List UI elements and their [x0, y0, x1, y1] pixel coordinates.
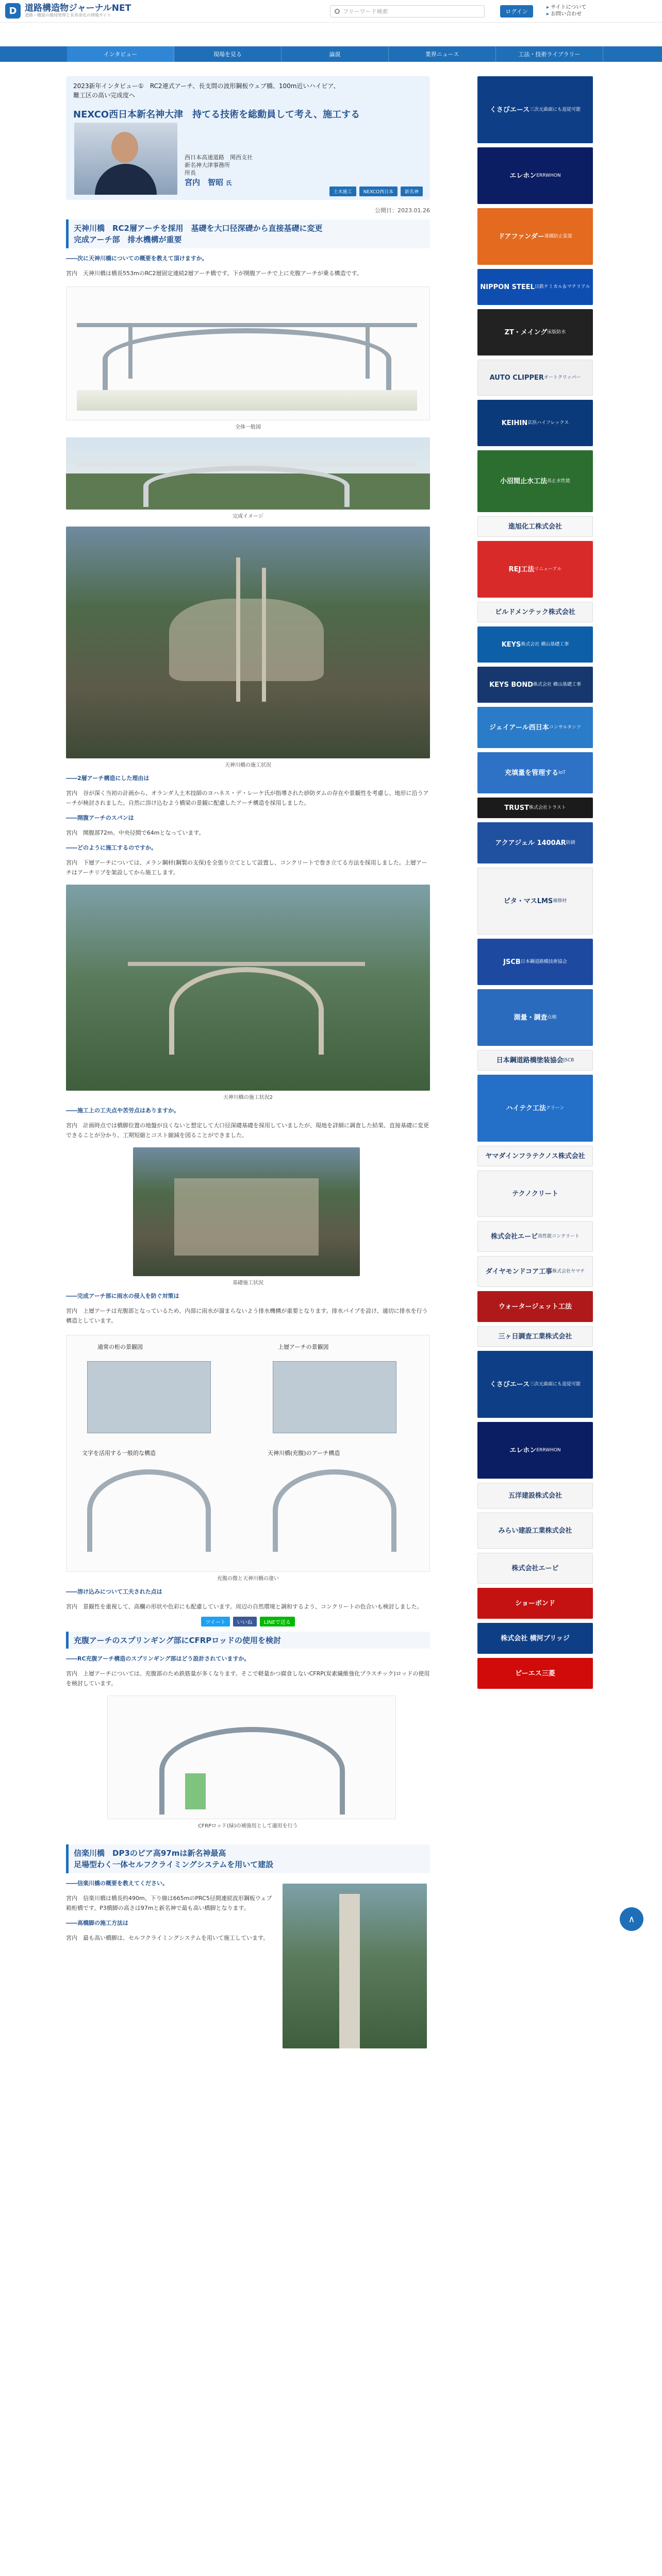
ad-subtitle: ERRWHON [536, 173, 561, 178]
profile-line-3: 所長 [185, 170, 196, 176]
figure-caption: 天神川橋の施工状況 [225, 762, 271, 768]
ad-title: NIPPON STEEL [480, 283, 535, 291]
ad-banner[interactable] [477, 1483, 593, 1509]
paragraph: 宮内 開腹部72m、中央径間で64mとなっています。 [66, 829, 205, 836]
ad-banner[interactable] [477, 360, 593, 396]
paragraph: ――溶け込みについて工夫された点は [66, 1588, 162, 1595]
diagram-label: 天神川橋(充腹)のアーチ構造 [268, 1450, 340, 1456]
figure-caption: 基礎施工状況 [233, 1280, 263, 1286]
paragraph: ――2層アーチ構造にした理由は [66, 775, 150, 782]
ad-banner[interactable] [477, 626, 593, 663]
ad-subtitle: コンサルタンツ [549, 724, 581, 730]
ad-banner[interactable] [477, 1075, 593, 1142]
ad-title: テクノクリート [512, 1190, 558, 1198]
search-placeholder: フリーワード検索 [343, 8, 388, 15]
ad-subtitle: オートクリッパー [543, 375, 581, 380]
site-tagline: 道路・橋梁の維持管理と長寿命化の情報サイト [25, 13, 111, 18]
nav-item-library[interactable]: 工法・技術ライブラリー [496, 46, 603, 62]
site-header [0, 0, 662, 23]
interviewee-profile [185, 154, 253, 187]
article [66, 76, 430, 2048]
ad-subtitle: 京浜ハイフレックス [527, 420, 569, 426]
ad-banner[interactable] [477, 822, 593, 863]
ad-subtitle: 高止水性能 [547, 478, 571, 484]
interviewee-name: 宮内 智昭 氏 [185, 178, 232, 187]
event-line-2: 難工区の高い完成度へ [73, 92, 136, 99]
shigarakigawa-block [66, 1878, 430, 2048]
ad-banner[interactable] [477, 1553, 593, 1584]
ad-title: ピタ・マスLMS [503, 897, 553, 905]
paragraph: ――開腹アーチのスパンは [66, 815, 134, 821]
general-drawing-figure [66, 286, 430, 420]
ad-subtitle: IoT [558, 770, 566, 775]
ad-title: ZT・メイング [504, 328, 548, 336]
ad-title: アクアジェル 1400AR [495, 839, 566, 847]
sidebar [477, 76, 593, 1693]
ad-banner[interactable] [477, 1513, 593, 1549]
event-line-1: 2023新年インタビュー① RC2連式アーチ、長支間の波形鋼板ウェブ橋、100m近いハイピア、 [73, 82, 340, 90]
ad-banner[interactable] [477, 1588, 593, 1619]
paragraph: 宮内 計画時点では橋脚位置の地盤が良くないと想定して大口径深礎基礎を採用していましたが、現地を詳細に調査した結果、直接基礎に変更できることが分かり、工期短縮とコスト縮減を図ることができました。 [66, 1122, 429, 1139]
diagram-label: 通常の桁の景観図 [97, 1344, 143, 1350]
ad-subtitle: 補修材 [553, 898, 567, 904]
paragraph: 宮内 最も高い橋脚は、セルフクライミングシステムを用いて施工しています。 [66, 1935, 269, 1941]
ad-title: 株式会社エービ [511, 1564, 559, 1572]
ad-banner[interactable] [477, 798, 593, 818]
paragraph: 宮内 上層アーチについては、充腹部のため鉄筋量が多くなります。そこで軽量かつ腐食しないCFRP(炭素繊維強化プラスチック)ロッドの使用を検討しています。 [66, 1670, 430, 1687]
section-title-shigarakigawa: 信楽川橋 DP3のピア高97mは新名神最高 足場型わく一体セルフクライミングシステムを用いて建設 [66, 1844, 430, 1873]
construction-photo-2 [66, 885, 430, 1091]
ad-subtitle: クリーン [545, 1105, 565, 1111]
back-to-top-button[interactable]: ∧ [620, 1907, 643, 1931]
ad-subtitle: 高性能コンクリート [538, 1233, 580, 1239]
search-input[interactable] [330, 5, 485, 18]
figure-caption: 全体一般図 [235, 425, 261, 430]
ad-subtitle: JSCB [563, 1057, 574, 1063]
ad-title: KEYS BOND [489, 681, 533, 689]
search-icon [335, 9, 340, 14]
article-headline: NEXCO西日本新名神大津 持てる技術を総動員して考え、施工する [73, 109, 360, 120]
ad-banner[interactable] [477, 450, 593, 512]
ad-title: 三ヶ日調査工業株式会社 [498, 1332, 572, 1341]
ad-banner[interactable] [477, 309, 593, 355]
ad-banner[interactable] [477, 1146, 593, 1166]
diagram-label: 文字を活用する一般的な構造 [82, 1450, 156, 1456]
paragraph: ――完成アーチ部に雨水の侵入を防ぐ対策は [66, 1293, 179, 1299]
line-button[interactable]: LINEで送る [260, 1617, 295, 1626]
ad-banner[interactable] [477, 667, 593, 703]
ad-subtitle: 点検 [547, 1014, 557, 1020]
ad-subtitle: 株式会社トラスト [528, 805, 566, 810]
ad-banner[interactable] [477, 1658, 593, 1689]
ad-subtitle: 落橋防止装置 [544, 233, 572, 239]
ad-banner[interactable] [477, 1422, 593, 1479]
ad-title: TRUST [504, 804, 529, 812]
construction-photo [66, 527, 430, 758]
ad-banner[interactable] [477, 989, 593, 1046]
share-buttons [66, 1617, 430, 1626]
nav-item-interview[interactable]: インタビュー [67, 46, 174, 62]
paragraph: ――次に天神川橋についての概要を教えて頂けますか。 [66, 255, 208, 262]
like-button[interactable]: いいね [233, 1617, 257, 1626]
nav-item-site[interactable]: 現場を見る [174, 46, 282, 62]
ad-title: くさびエース [489, 106, 530, 114]
ad-banner[interactable] [477, 1221, 593, 1252]
header-links [547, 4, 586, 18]
nav-item-editorial[interactable]: 論説 [282, 46, 389, 62]
paragraph: 宮内 下層アーチについては、メラン鋼材(鋼製の支保)を全張り立てとして設置し、コンクリートで巻き立てる方法を採用しました。上層アーチはアーチリブを架設してから施工します。 [66, 859, 427, 876]
tag[interactable]: 新名神 [401, 187, 423, 196]
paragraph: 宮内 天神川橋は橋長553mのRC2層固定連続2層アーチ橋です。下が開腹アーチで上に充腹アーチが乗る構造です。 [66, 270, 362, 277]
diagram-label: 上層アーチの景観図 [278, 1344, 329, 1350]
ad-title: みらい建設工業株式会社 [498, 1527, 572, 1535]
ad-title: ドアファンダー [498, 232, 544, 241]
ad-banner[interactable] [477, 208, 593, 265]
ad-banner[interactable] [477, 1050, 593, 1071]
ad-title: KEIHIN [501, 419, 528, 427]
ad-title: 株式会社 横河ブリッジ [501, 1634, 570, 1642]
tweet-button[interactable]: ツイート [201, 1617, 230, 1626]
tag[interactable]: 土木施工 [329, 187, 356, 196]
tag-list [329, 187, 423, 196]
shigarakigawa-text [66, 1878, 272, 1943]
ad-title: KEYS [501, 640, 521, 649]
paragraph: 宮内 谷が深く当初の計画から、オランダ人土木技師のヨハネス・デ・レーケ氏が指導された砂防ダムの存在や景観性を考慮し、地形に沿うアーチが検討されました。自然に溶け込むよう橋梁の景観に配慮したアーチ構造を採用しました。 [66, 790, 429, 806]
structure-comparison-figure [66, 1335, 430, 1572]
ad-title: 株式会社エービ [491, 1232, 538, 1241]
ad-title: 進旭化工株式会社 [508, 522, 562, 531]
section-title-cfrp: 充腹アーチのスプリンギング部にCFRPロッドの使用を検討 [66, 1632, 430, 1649]
ad-banner[interactable] [477, 269, 593, 305]
login-button[interactable]: ログイン [500, 5, 533, 18]
ad-subtitle: 三次元曲面にも追従可能 [529, 107, 581, 112]
ad-banner[interactable] [477, 1256, 593, 1287]
foundation-photo [133, 1147, 360, 1276]
ad-subtitle: 日本鋼道路橋技術協会 [520, 959, 567, 964]
paragraph: ――高橋脚の施工方法は [66, 1920, 128, 1926]
ad-banner[interactable] [477, 868, 593, 935]
ad-banner[interactable] [477, 541, 593, 598]
header-link-contact[interactable]: ▸ お問い合わせ [547, 11, 586, 18]
ad-title: エレホン [509, 172, 537, 180]
paragraph: 宮内 景観性を重視して、高欄の形状や色彩にも配慮しています。周辺の自然環境と調和するよう、コンクリートの色合いも検討しました。 [66, 1603, 423, 1610]
ad-title: ショーボンド [515, 1599, 555, 1607]
figure-caption: CFRPロッド(緑)の補強用として適用を行う [198, 1823, 298, 1829]
site-logo[interactable] [5, 3, 131, 19]
tag[interactable]: NEXCO西日本 [359, 187, 398, 196]
ad-title: ヤマダインフラテクノス株式会社 [485, 1152, 585, 1160]
ad-title: 充填量を管理する [505, 769, 559, 777]
ad-banner[interactable] [477, 707, 593, 748]
ad-subtitle: 株式会社ヤマチ [552, 1268, 585, 1274]
high-pier-photo [283, 1884, 427, 2048]
ad-subtitle: 株式会社 横山基礎工事 [533, 682, 581, 687]
ad-banner[interactable] [477, 147, 593, 204]
publish-date: 公開日：2023.01.26 [375, 207, 430, 214]
profile-line-1: 西日本高速道路 関西支社 [185, 154, 253, 161]
profile-line-2: 新名神大津事務所 [185, 162, 230, 168]
ad-banner[interactable] [477, 1623, 593, 1654]
header-link-about[interactable]: ▸ サイトについて [547, 4, 586, 11]
ad-title: 五洋建設株式会社 [508, 1492, 562, 1500]
ad-banner[interactable] [477, 76, 593, 143]
site-name: 道路構造物ジャーナルNET [25, 3, 131, 13]
ad-subtitle: 日鉄ケミカル＆マテリアル [534, 284, 590, 290]
ad-title: JSCB [503, 958, 521, 966]
ad-subtitle: 三次元曲面にも追従可能 [529, 1381, 581, 1387]
ad-subtitle: リニューアル [534, 566, 562, 572]
interviewee-photo [74, 123, 177, 195]
ad-banner[interactable] [477, 602, 593, 622]
article-header [66, 76, 430, 200]
ad-subtitle: ERRWHON [536, 1447, 561, 1453]
paragraph: ――どのように施工するのですか。 [66, 844, 157, 851]
global-nav [0, 46, 662, 62]
ad-banner[interactable] [477, 1326, 593, 1347]
ad-title: 小沼間止水工法 [500, 477, 547, 485]
paragraph: 宮内 信楽川橋は橋長約490m、下り線は665mのPRC5径間連続波形鋼板ウェブ箱桁橋です。P3橋脚の高さは97mと新名神で最も高い橋脚となります。 [66, 1895, 272, 1911]
ad-title: エレホン [509, 1446, 537, 1454]
ad-subtitle: 床版防水 [547, 329, 566, 335]
ad-title: ハイテク工法 [506, 1104, 546, 1112]
figure-caption: 充腹の微と天神川橋の違い [217, 1576, 279, 1582]
ad-banner[interactable] [477, 752, 593, 793]
ad-title: REJ工法 [508, 565, 535, 573]
ad-title: 日本鋼道路橋塗装協会 [496, 1056, 564, 1064]
completion-image [66, 437, 430, 510]
paragraph: ――RC充腹アーチ構造のスプリンギング部はどう設計されていますか。 [66, 1655, 250, 1662]
ad-title: ビルドメンテック株式会社 [495, 608, 575, 616]
ad-title: ピーエス三菱 [515, 1669, 555, 1677]
paragraph: 宮内 上層アーチは充腹部となっているため、内部に雨水が溜まらないよう排水機構が重要となります。排水パイプを設け、適切に排水を行う構造としています。 [66, 1308, 428, 1324]
ad-subtitle: 株式会社 横山基礎工事 [521, 641, 569, 647]
ad-title: 測量・調査 [514, 1013, 548, 1022]
ad-title: ダイヤモンドコア工事 [485, 1267, 553, 1276]
ad-title: AUTO CLIPPER [489, 374, 544, 382]
paragraph: ――信楽川橋の概要を教えてください。 [66, 1880, 168, 1887]
ad-subtitle: 防錆 [566, 840, 575, 845]
ad-banner[interactable] [477, 1291, 593, 1322]
section-title-tenjingawa: 天神川橋 RC2層アーチを採用 基礎を大口径深礎から直接基礎に変更 完成アーチ部 排水機構が重要 [66, 219, 430, 248]
ad-banner[interactable] [477, 1171, 593, 1217]
ad-banner[interactable] [477, 516, 593, 537]
figure-caption: 完成イメージ [233, 514, 263, 519]
paragraph: ――施工上の工夫点や苦労点はありますか。 [66, 1107, 179, 1114]
cfrp-diagram [107, 1696, 396, 1819]
ad-title: くさびエース [489, 1380, 530, 1388]
logo-mark: D [5, 3, 21, 19]
ad-title: ジェイアール西日本 [489, 723, 549, 732]
figure-caption: 天神川橋の施工状況2 [223, 1095, 273, 1100]
ad-title: ウォータージェット工法 [499, 1302, 572, 1311]
nav-item-news[interactable]: 業界ニュース [389, 46, 496, 62]
ad-banner[interactable] [477, 939, 593, 985]
ad-banner[interactable] [477, 1351, 593, 1418]
ad-banner[interactable] [477, 400, 593, 446]
